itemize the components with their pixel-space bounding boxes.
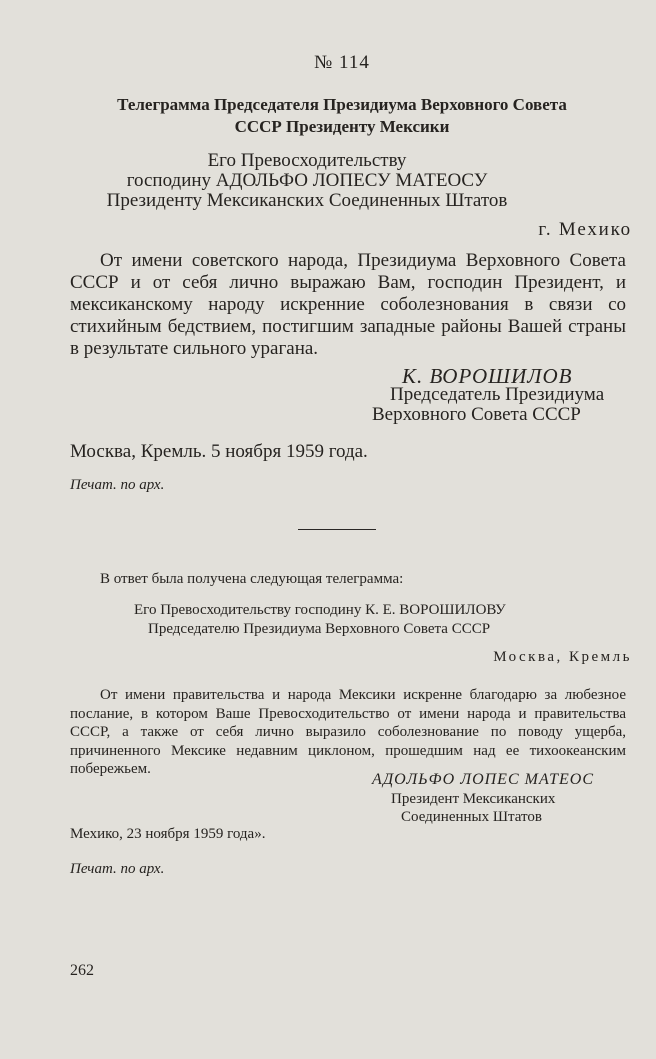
reply-signature-title-1: Президент Мексиканских: [391, 791, 556, 807]
reply-city: Москва, Кремль: [493, 649, 632, 665]
document-number: № 114: [314, 52, 370, 73]
signature-name: К. ВОРОШИЛОВ: [402, 364, 573, 388]
signature-title-1: Председатель Президиума: [390, 384, 605, 405]
reply-place-date: Мехико, 23 ноября 1959 года».: [70, 826, 266, 842]
reply-signature-title-2: Соединенных Штатов: [401, 809, 542, 825]
title-line-2: СССР Президенту Мексики: [234, 117, 450, 136]
signature-title-2: Верховного Совета СССР: [372, 404, 581, 425]
divider-line: [298, 529, 376, 530]
source-note: Печат. по арх.: [70, 477, 165, 493]
address-line-2: господину АДОЛЬФО ЛОПЕСУ МАТЕОСУ: [126, 170, 488, 191]
city: г. Мехико: [538, 219, 632, 240]
source-note-2: Печат. по арх.: [70, 861, 165, 877]
reply-signature-name: АДОЛЬФО ЛОПЕС МАТЕОС: [372, 771, 595, 788]
place-date: Москва, Кремль. 5 ноября 1959 года.: [70, 441, 368, 462]
reply-intro: В ответ была получена следующая телеграмма:: [100, 571, 404, 587]
title-line-1: Телеграмма Председателя Президиума Верховного Совета: [117, 95, 567, 114]
reply-address-line-2: Председателю Президиума Верховного Совета СССР: [148, 621, 491, 637]
page-number: 262: [70, 962, 94, 979]
address-line-3: Президенту Мексиканских Соединенных Штатов: [106, 190, 508, 211]
reply-address-line-1: Его Превосходительству господину К. Е. ВОРОШИЛОВУ: [134, 602, 506, 618]
address-line-1: Его Превосходительству: [207, 150, 407, 171]
telegram-body: От имени советского народа, Президиума Верховного Совета СССР и от себя лично выражаю Вам, господин Президент, и мексиканскому народу искренние соболезнования в связи со стихийным бедствием, постигшим западные районы Вашей страны в результате сильного урагана.: [70, 250, 626, 359]
reply-body: От имени правительства и народа Мексики искренне благодарю за любезное послание, в котором Ваше Превосходительство от имени народа и правительства СССР, а также от себя лично выразило соболезнование по поводу ущерба, причиненного Мексике недавним циклоном, прошедшим над ее тихоокеанским побережьем.: [70, 687, 626, 777]
